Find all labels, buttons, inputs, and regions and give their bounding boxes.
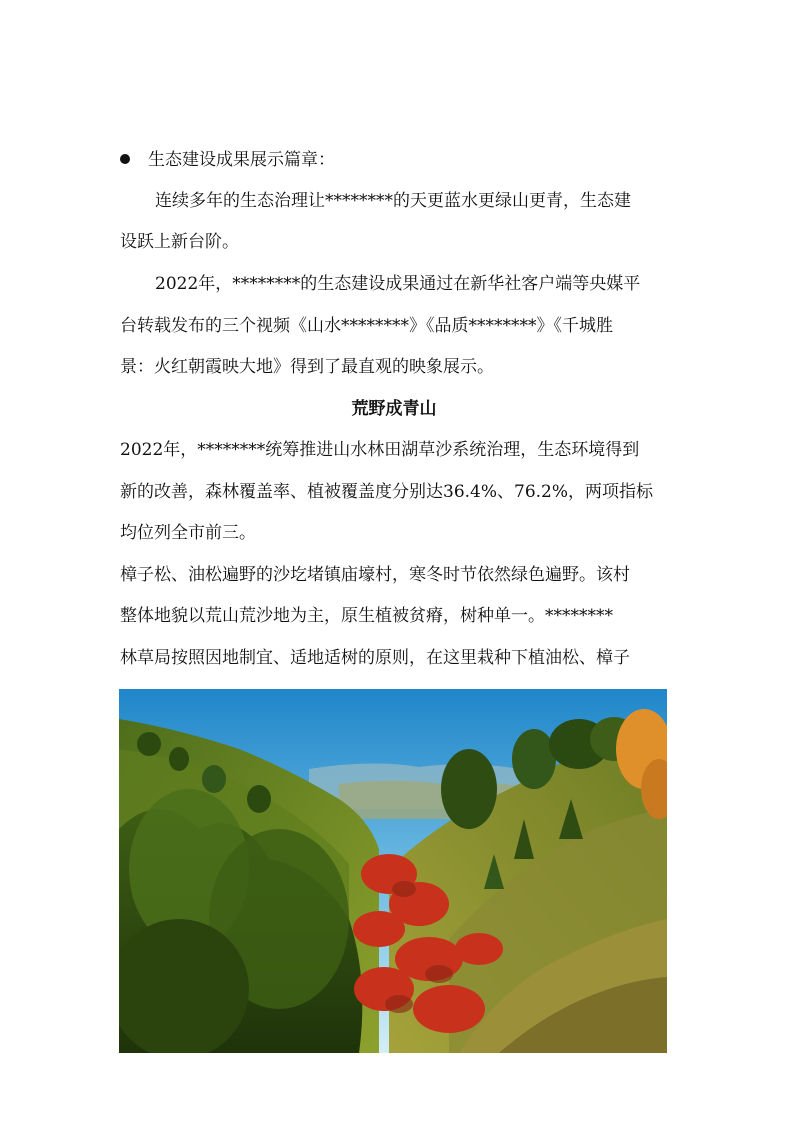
intro-paragraph-2-line-1: 2022年，********的生态建设成果通过在新华社客户端等央媒平 bbox=[155, 274, 641, 294]
article-paragraph-1-line-1: 2022年，********统筹推进山水林田湖草沙系统治理，生态环境得到 bbox=[120, 440, 640, 460]
intro-paragraph-2-line-3: 景：火红朝霞映大地》得到了最直观的映象展示。 bbox=[120, 357, 494, 377]
landscape-illustration bbox=[119, 689, 667, 1053]
article-paragraph-2-line-3: 林草局按照因地制宜、适地适树的原则，在这里栽种下植油松、樟子 bbox=[120, 648, 630, 668]
bullet-dot-icon bbox=[120, 154, 130, 164]
article-paragraph-2-line-2: 整体地貌以荒山荒沙地为主，原生植被贫瘠，树种单一。******** bbox=[120, 606, 613, 626]
section-bullet-heading bbox=[120, 150, 680, 170]
intro-paragraph-2-line-2: 台转载发布的三个视频《山水********》《品质********》《千城胜 bbox=[120, 316, 613, 336]
article-title: 荒野成青山 bbox=[351, 399, 437, 419]
forested-hills-photo bbox=[119, 689, 667, 1053]
article-paragraph-2-line-1: 樟子松、油松遍野的沙圪堵镇庙壕村，寒冬时节依然绿色遍野。该村 bbox=[120, 565, 630, 585]
pine-tree bbox=[441, 749, 497, 829]
intro-paragraph-1-line-2: 设跃上新台阶。 bbox=[120, 232, 239, 252]
article-paragraph-1-line-2: 新的改善，森林覆盖率、植被覆盖度分别达36.4%、76.2%，两项指标 bbox=[120, 482, 654, 502]
section-bullet-text: 生态建设成果展示篇章： bbox=[148, 150, 335, 170]
intro-paragraph-1-line-1: 连续多年的生态治理让********的天更蓝水更绿山更青，生态建 bbox=[155, 191, 631, 211]
article-paragraph-1-line-3: 均位列全市前三。 bbox=[120, 523, 256, 543]
